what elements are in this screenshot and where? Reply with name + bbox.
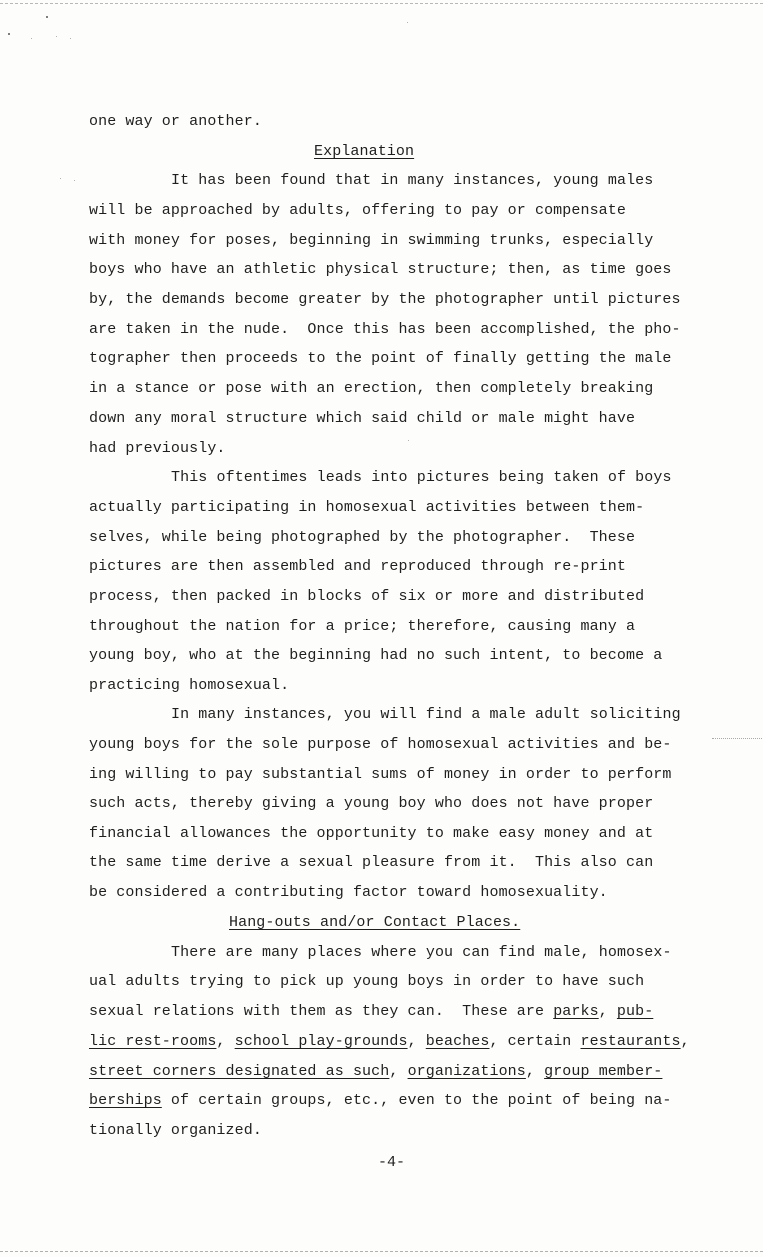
scan-edge-top: [0, 3, 763, 4]
scan-edge-bottom: [0, 1251, 763, 1252]
scan-speck: [74, 180, 75, 181]
separator: ,: [216, 1033, 235, 1050]
separator: ,: [407, 1033, 426, 1050]
place-restaurants: restaurants: [580, 1033, 681, 1050]
scan-mark: [712, 738, 762, 739]
paragraph-line: financial allowances the opportunity to make easy money and at: [89, 825, 654, 842]
separator: , certain: [489, 1033, 581, 1050]
paragraph-line: [89, 1092, 672, 1110]
paragraph-line: young boys for the sole purpose of homosexual activities and be-: [89, 736, 672, 753]
paragraph-line: will be approached by adults, offering to pay or compensate: [89, 202, 626, 219]
separator: ,: [680, 1033, 690, 1050]
paragraph-segment: of certain groups, etc., even to the point of being na-: [161, 1092, 672, 1109]
scan-speck: [31, 38, 32, 39]
paragraph-line: in a stance or pose with an erection, then completely breaking: [89, 380, 654, 397]
paragraph-line: There are many places where you can find male, homosex-: [171, 944, 672, 961]
paragraph-line: [89, 1063, 662, 1081]
separator: ,: [389, 1063, 408, 1080]
paragraph-line: with money for poses, beginning in swimming trunks, especially: [89, 232, 654, 249]
place-parks: parks: [553, 1003, 599, 1020]
paragraph-line: by, the demands become greater by the photographer until pictures: [89, 291, 681, 308]
paragraph-line: young boy, who at the beginning had no such intent, to become a: [89, 647, 663, 664]
scan-speck: [56, 36, 57, 37]
place-school-playgrounds: school play-grounds: [234, 1033, 408, 1050]
scan-speck: [46, 16, 48, 18]
place-organizations: organizations: [407, 1063, 526, 1080]
place-public-restrooms: lic rest-rooms: [89, 1033, 217, 1050]
scan-speck: [60, 178, 61, 179]
paragraph-line: down any moral structure which said child or male might have: [89, 410, 636, 427]
paragraph-line: selves, while being photographed by the photographer. These: [89, 529, 636, 546]
paragraph-line: [89, 1003, 653, 1021]
paragraph-line: ual adults trying to pick up young boys in order to have such: [89, 973, 645, 990]
scan-speck: [8, 33, 10, 35]
paragraph-line: had previously.: [89, 440, 226, 457]
paragraph-line: such acts, thereby giving a young boy who does not have proper: [89, 795, 654, 812]
paragraph-line: boys who have an athletic physical structure; then, as time goes: [89, 261, 672, 278]
paragraph-line: tographer then proceeds to the point of finally getting the male: [89, 350, 672, 367]
paragraph-line: actually participating in homosexual activities between them-: [89, 499, 645, 516]
paragraph-line: ing willing to pay substantial sums of money in order to perform: [89, 766, 672, 783]
separator: ,: [598, 1003, 617, 1020]
place-group-memberships: berships: [89, 1092, 162, 1109]
paragraph-line: be considered a contributing factor toward homosexuality.: [89, 884, 608, 901]
scan-speck: [408, 440, 409, 441]
page-number: -4-: [378, 1154, 406, 1171]
paragraph-segment: sexual relations with them as they can. These are: [89, 1003, 554, 1020]
paragraph-line: practicing homosexual.: [89, 677, 290, 694]
paragraph-line: This oftentimes leads into pictures being taken of boys: [171, 469, 672, 486]
separator: ,: [525, 1063, 545, 1080]
scan-speck: [407, 22, 408, 23]
paragraph-line: In many instances, you will find a male adult soliciting: [171, 706, 681, 723]
section-heading-explanation: Explanation: [314, 143, 415, 160]
paragraph-line: [89, 1033, 690, 1051]
paragraph-line: are taken in the nude. Once this has been accomplished, the pho-: [89, 321, 681, 338]
place-group-memberships: group member-: [544, 1063, 663, 1080]
paragraph-line: tionally organized.: [89, 1122, 262, 1139]
place-beaches: beaches: [425, 1033, 490, 1050]
paragraph-line: pictures are then assembled and reproduced through re-print: [89, 558, 626, 575]
paragraph-line: the same time derive a sexual pleasure from it. This also can: [89, 854, 654, 871]
place-street-corners: street corners designated as such: [89, 1063, 390, 1080]
paragraph-line: process, then packed in blocks of six or more and distributed: [89, 588, 645, 605]
paragraph-line: It has been found that in many instances, young males: [171, 172, 654, 189]
place-public-restrooms: pub-: [616, 1003, 654, 1020]
section-heading-hangouts: Hang-outs and/or Contact Places.: [229, 914, 521, 931]
scan-speck: [70, 38, 71, 39]
opening-line: one way or another.: [89, 113, 262, 130]
paragraph-line: throughout the nation for a price; therefore, causing many a: [89, 618, 636, 635]
